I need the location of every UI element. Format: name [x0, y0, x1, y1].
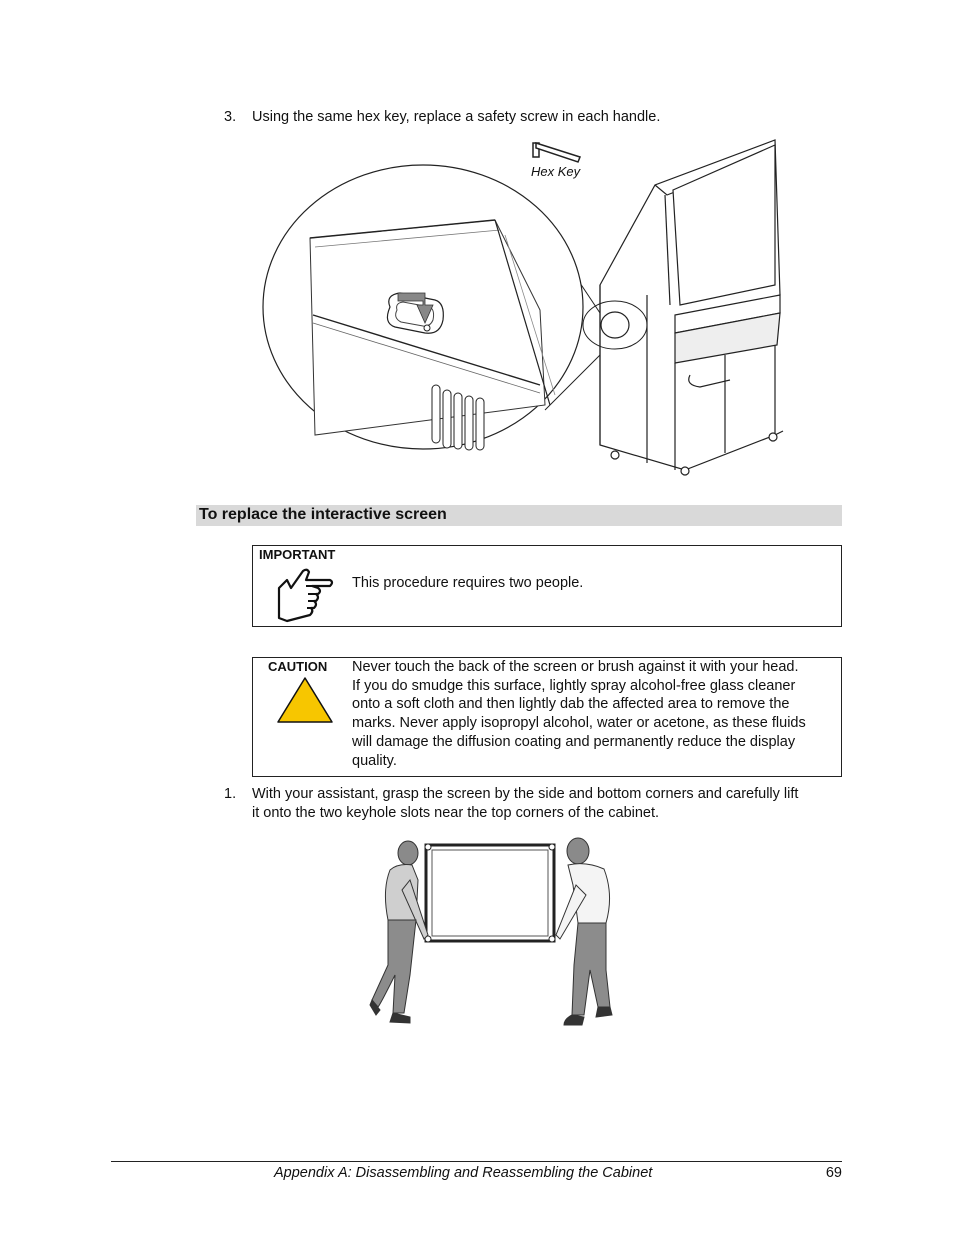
cabinet-handle-figure [255, 135, 790, 480]
page-number: 69 [825, 1165, 842, 1181]
hex-key-label: Hex Key [531, 164, 581, 179]
step-text-line-2: it onto the two keyhole slots near the top corners of the cabinet. [252, 804, 660, 821]
pointing-hand-icon [273, 566, 335, 628]
caution-text [352, 658, 840, 770]
two-people-carrying-screen [368, 835, 620, 1030]
caution-line: quality. [352, 752, 397, 769]
caution-line: Never touch the back of the screen or brush against it with your head. [352, 659, 799, 675]
warning-triangle-icon [276, 676, 334, 724]
cabinet-illustration [255, 135, 790, 480]
caution-line: If you do smudge this surface, lightly spray alcohol-free glass cleaner [352, 677, 796, 694]
caution-line: marks. Never apply isopropyl alcohol, water or acetone, as these fluids [352, 715, 806, 732]
page-footer [111, 1164, 842, 1184]
footer-rule [111, 1161, 842, 1162]
cabinet-icon [600, 140, 783, 475]
step-text: Using the same hex key, replace a safety screw in each handle. [252, 109, 661, 125]
magnified-handle-view [263, 165, 583, 450]
important-text: This procedure requires two people. [352, 575, 584, 591]
step-number: 3. [224, 109, 237, 125]
section-title: To replace the interactive screen [196, 505, 842, 526]
right-person-icon [556, 838, 612, 1025]
left-person-icon [370, 841, 428, 1023]
important-notice [252, 545, 842, 627]
hex-key-icon [533, 143, 580, 162]
caution-line: will damage the diffusion coating and permanently reduce the display [352, 733, 796, 750]
step-number: 1. [224, 786, 237, 802]
step-text-line-1: With your assistant, grasp the screen by the side and bottom corners and carefully lift [252, 786, 799, 802]
caution-label: CAUTION [268, 659, 328, 674]
caution-notice [252, 657, 842, 777]
footer-title: Appendix A: Disassembling and Reassembling the Cabinet [274, 1165, 653, 1181]
carrying-screen-figure [368, 835, 620, 1030]
step-1 [224, 785, 844, 825]
step-3 [224, 108, 844, 128]
caution-line: onto a soft cloth and then lightly dab the affected area to remove the [352, 696, 790, 713]
important-label: IMPORTANT [259, 547, 336, 562]
interactive-screen-icon [425, 844, 555, 942]
